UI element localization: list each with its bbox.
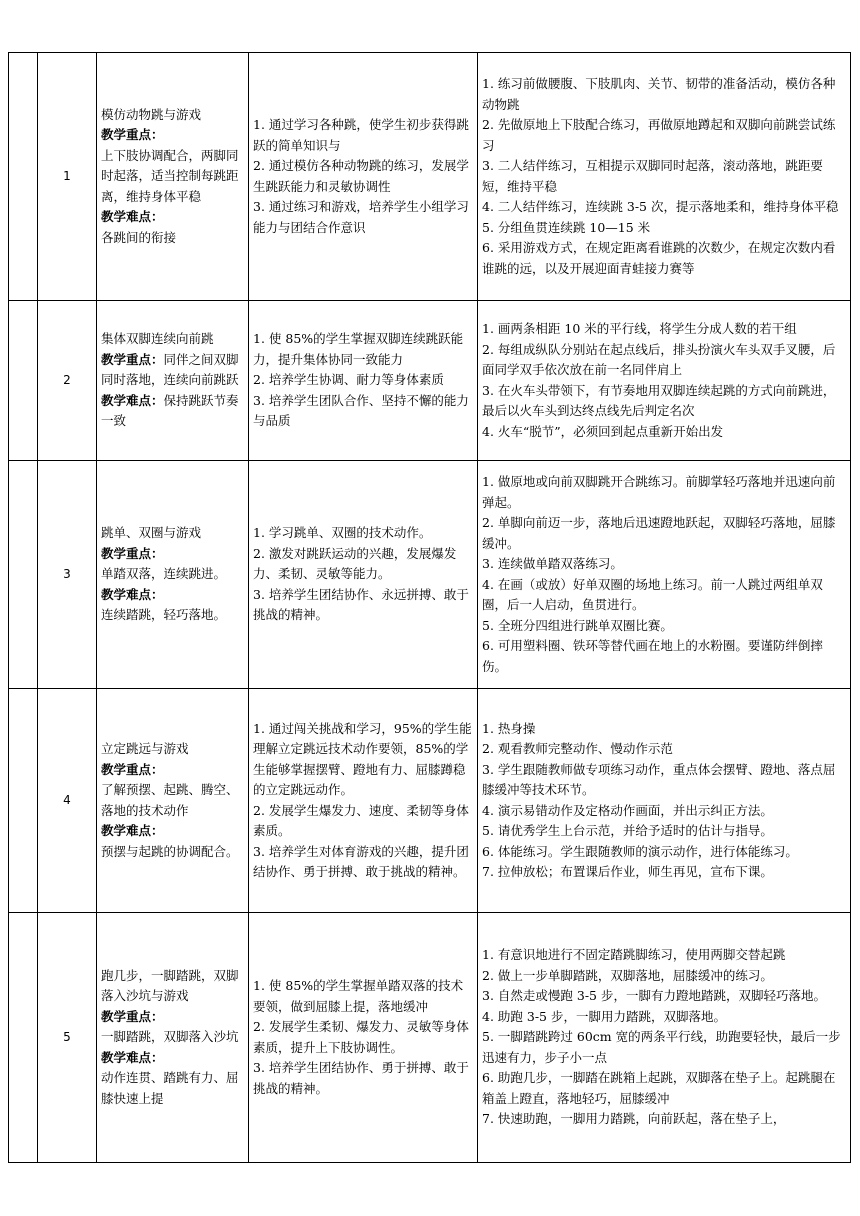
activity-item: 6. 可用塑料圈、铁环等替代画在地上的水粉圈。要谨防绊倒摔伤。 bbox=[482, 638, 823, 674]
lesson-content bbox=[97, 301, 249, 461]
lesson-plan-table bbox=[8, 52, 851, 1163]
lesson-activities bbox=[478, 689, 851, 913]
goal-item: 1. 使 85%的学生掌握双脚连续跳跃能力，提升集体协同一致能力 bbox=[253, 331, 464, 367]
lesson-activities bbox=[478, 301, 851, 461]
lesson-goals bbox=[249, 913, 478, 1163]
key-point-text: 同伴之间双脚同时落地，连续向前跳跃 bbox=[101, 351, 239, 388]
lesson-title: 集体双脚连续向前跳 bbox=[101, 331, 214, 347]
difficulty-label: 教学难点： bbox=[101, 392, 164, 408]
key-point-label: 教学重点： bbox=[101, 761, 164, 777]
lesson-title: 立定跳远与游戏 bbox=[101, 741, 189, 756]
lesson-goals bbox=[249, 461, 478, 689]
goal-item: 2. 发展学生柔韧、爆发力、灵敏等身体素质，提升上下肢协调性。 bbox=[253, 1019, 469, 1055]
lesson-title: 跳单、双圈与游戏 bbox=[101, 525, 202, 541]
key-point bbox=[101, 350, 244, 391]
difficulty-label: 教学难点： bbox=[101, 1049, 164, 1065]
activity-item: 1. 画两条相距 10 米的平行线，将学生分成人数的若干组 bbox=[482, 321, 797, 336]
goal-item: 2. 培养学生协调、耐力等身体素质 bbox=[253, 372, 444, 388]
activity-item: 4. 演示易错动作及定格动作画面，并出示纠正方法。 bbox=[482, 802, 773, 818]
goal-item: 3. 培养学生团队合作、坚持不懈的能力与品质 bbox=[253, 392, 469, 429]
activity-item: 4. 火车“脱节”，必须回到起点重新开始出发 bbox=[482, 423, 724, 439]
activity-item: 5. 一脚踏跳跨过 60cm 宽的两条平行线，助跑要轻快，最后一步迅速有力，步子小一点 bbox=[482, 1029, 841, 1065]
table-row bbox=[9, 461, 851, 689]
key-point-label: 教学重点： bbox=[101, 351, 164, 367]
activity-item: 1. 做原地或向前双脚跳开合跳练习。前脚掌轻巧落地并迅速向前弹起。 bbox=[482, 474, 836, 510]
lesson-number: 3 bbox=[38, 461, 97, 689]
goal-item: 1. 使 85%的学生掌握单踏双落的技术要领，做到屈膝上提，落地缓冲 bbox=[253, 978, 464, 1014]
goal-item: 1. 通过闯关挑战和学习，95%的学生能理解立定跳远技术动作要领，85%的学生能够掌握摆臂、蹬地有力、屈膝蹲稳的立定跳远动作。 bbox=[253, 720, 472, 797]
goal-item: 3. 培养学生团结协作、永远拼搏、敢于挑战的精神。 bbox=[253, 586, 469, 623]
lesson-content bbox=[97, 53, 249, 301]
activity-item: 3. 在火车头带领下，有节奏地用双脚连续起跳的方式向前跳进，最后以火车头到达终点线先后判定名次 bbox=[482, 382, 836, 418]
lesson-number: 4 bbox=[38, 689, 97, 913]
table-row bbox=[9, 53, 851, 301]
difficulty-label: 教学难点： bbox=[101, 823, 164, 838]
lesson-title: 模仿动物跳与游戏 bbox=[101, 106, 202, 122]
activity-item: 4. 在画（或放）好单双圈的场地上练习。前一人跳过两组单双圈，后一人启动，鱼贯进行。 bbox=[482, 576, 823, 612]
table-row bbox=[9, 689, 851, 913]
activity-item: 6. 体能练习。学生跟随教师的演示动作，进行体能练习。 bbox=[482, 843, 798, 859]
key-point-text: 了解预摆、起跳、腾空、落地的技术动作 bbox=[101, 782, 239, 818]
key-point-text: 上下肢协调配合，两脚同时起落，适当控制每跳距离，维持身体平稳 bbox=[101, 147, 239, 204]
lesson-content bbox=[97, 689, 249, 913]
activity-item: 6. 采用游戏方式，在规定距离看谁跳的次数少，在规定次数内看谁跳的远，以及开展迎面青蛙接力赛等 bbox=[482, 240, 836, 276]
difficulty-label: 教学难点： bbox=[101, 209, 164, 225]
lesson-goals bbox=[249, 53, 478, 301]
difficulty-text: 连续踏跳，轻巧落地。 bbox=[101, 607, 227, 623]
blank-cell bbox=[9, 53, 38, 301]
goal-item: 3. 培养学生对体育游戏的兴趣，提升团结协作、勇于拼搏、敢于挑战的精神。 bbox=[253, 843, 469, 879]
blank-cell bbox=[9, 913, 38, 1163]
activity-item: 5. 请优秀学生上台示范，并给予适时的估计与指导。 bbox=[482, 823, 773, 838]
blank-cell bbox=[9, 301, 38, 461]
activity-item: 3. 自然走或慢跑 3-5 步，一脚有力蹬地踏跳，双脚轻巧落地。 bbox=[482, 988, 826, 1004]
lesson-number: 2 bbox=[38, 301, 97, 461]
key-point-label: 教学重点： bbox=[101, 1008, 164, 1024]
lesson-goals bbox=[249, 301, 478, 461]
lesson-title: 跑几步，一脚踏跳，双脚落入沙坑与游戏 bbox=[101, 967, 239, 1004]
lesson-activities bbox=[478, 913, 851, 1163]
difficulty-text: 预摆与起跳的协调配合。 bbox=[101, 843, 239, 859]
lesson-number: 1 bbox=[38, 53, 97, 301]
activity-item: 2. 观看教师完整动作、慢动作示范 bbox=[482, 741, 673, 756]
lesson-activities bbox=[478, 53, 851, 301]
goal-item: 3. 通过练习和游戏，培养学生小组学习能力与团结合作意识 bbox=[253, 199, 469, 235]
goal-item: 1. 通过学习各种跳，使学生初步获得跳跃的简单知识与 bbox=[253, 117, 469, 153]
goal-item: 3. 培养学生团结协作、勇于拼搏、敢于挑战的精神。 bbox=[253, 1060, 469, 1096]
activity-item: 1. 热身操 bbox=[482, 720, 536, 736]
difficulty-text: 保持跳跃节奏一致 bbox=[101, 392, 239, 429]
blank-cell bbox=[9, 689, 38, 913]
goal-item: 2. 激发对跳跃运动的兴趣，发展爆发力、柔韧、灵敏等能力。 bbox=[253, 545, 457, 582]
activity-item: 3. 连续做单踏双落练习。 bbox=[482, 556, 623, 571]
table-row bbox=[9, 301, 851, 461]
activity-item: 2. 每组成纵队分别站在起点线后，排头扮演火车头双手叉腰，后面同学双手依次放在前一名同伴肩上 bbox=[482, 341, 836, 377]
goal-item: 1. 学习跳单、双圈的技术动作。 bbox=[253, 525, 432, 541]
goal-item: 2. 发展学生爆发力、速度、柔韧等身体素质。 bbox=[253, 802, 469, 838]
key-point-label: 教学重点： bbox=[101, 127, 164, 143]
activity-item: 2. 先做原地上下肢配合练习，再做原地蹲起和双脚向前跳尝试练习 bbox=[482, 117, 836, 153]
difficulty bbox=[101, 391, 244, 432]
activity-item: 5. 全班分四组进行跳单双圈比赛。 bbox=[482, 617, 673, 633]
activity-item: 3. 二人结伴练习，互相提示双脚同时起落，滚动落地，跳距要短，维持平稳 bbox=[482, 158, 823, 194]
lesson-goals bbox=[249, 689, 478, 913]
activity-item: 3. 学生跟随教师做专项练习动作，重点体会摆臂、蹬地、落点屈膝缓冲等技术环节。 bbox=[482, 761, 836, 797]
activity-item: 2. 做上一步单脚踏跳，双脚落地，屈膝缓冲的练习。 bbox=[482, 967, 773, 983]
lesson-activities bbox=[478, 461, 851, 689]
activity-item: 4. 二人结伴练习，连续跳 3-5 次，提示落地柔和，维持身体平稳 bbox=[482, 199, 839, 214]
difficulty-text: 动作连贯、踏跳有力、屈膝快速上提 bbox=[101, 1070, 239, 1106]
difficulty-label: 教学难点： bbox=[101, 586, 164, 602]
lesson-content bbox=[97, 913, 249, 1163]
goal-item: 2. 通过模仿各种动物跳的练习，发展学生跳跃能力和灵敏协调性 bbox=[253, 158, 469, 194]
key-point-text: 一脚踏跳，双脚落入沙坑 bbox=[101, 1029, 239, 1045]
activity-item: 7. 快速助跑，一脚用力踏跳，向前跃起，落在垫子上， bbox=[482, 1111, 786, 1127]
activity-item: 6. 助跑几步，一脚踏在跳箱上起跳，双脚落在垫子上。起跳腿在箱盖上蹬直，落地轻巧，屈膝缓冲 bbox=[482, 1070, 836, 1106]
activity-item: 1. 练习前做腰腹、下肢肌肉、关节、韧带的准备活动，模仿各种动物跳 bbox=[482, 76, 836, 112]
table-row bbox=[9, 913, 851, 1163]
activity-item: 2. 单脚向前迈一步，落地后迅速蹬地跃起，双脚轻巧落地，屈膝缓冲。 bbox=[482, 515, 836, 551]
lesson-number: 5 bbox=[38, 913, 97, 1163]
key-point-label: 教学重点： bbox=[101, 545, 164, 561]
activity-item: 4. 助跑 3-5 步，一脚用力踏跳，双脚落地。 bbox=[482, 1008, 726, 1024]
difficulty-text: 各跳间的衔接 bbox=[101, 229, 177, 245]
blank-cell bbox=[9, 461, 38, 689]
activity-item: 7. 拉伸放松；布置课后作业，师生再见，宣布下课。 bbox=[482, 864, 773, 879]
activity-item: 5. 分组鱼贯连续跳 10—15 米 bbox=[482, 219, 651, 235]
lesson-content bbox=[97, 461, 249, 689]
key-point-text: 单踏双落，连续跳进。 bbox=[101, 566, 227, 582]
activity-item: 1. 有意识地进行不固定踏跳脚练习，使用两脚交替起跳 bbox=[482, 947, 786, 963]
